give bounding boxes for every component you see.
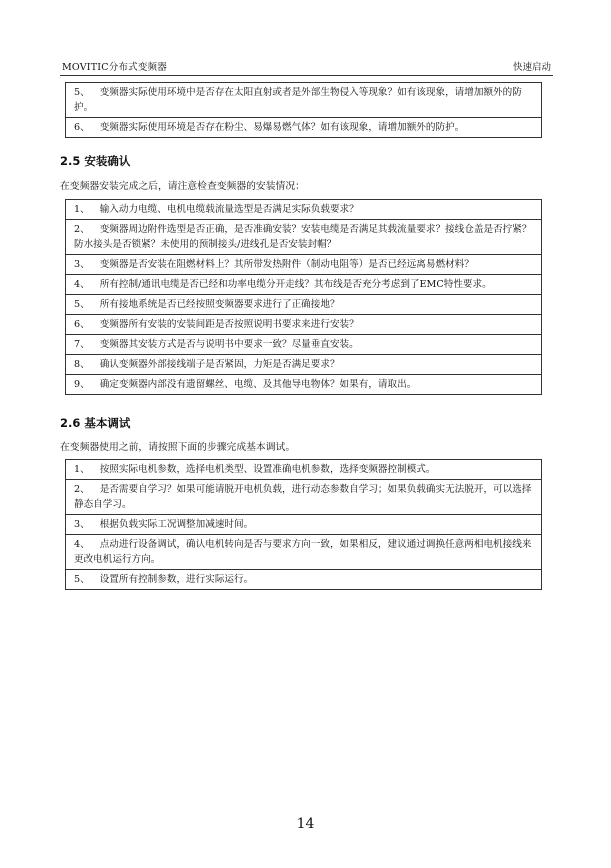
item-number: 9、 [74,379,90,390]
section-number: 2.6 [60,416,81,430]
table-row [66,118,542,138]
item-number: 3、 [74,259,90,270]
item-number: 5、 [74,87,90,98]
table-row [66,275,542,295]
table-cell [66,200,542,220]
item-text: 按照实际电机参数，选择电机类型、设置准确电机参数，选择变频器控制模式。 [99,464,436,475]
item-text: 是否需要自学习？如果可能请脱开电机负载，进行动态参数自学习；如果负载确实无法脱开，可以选择静态自学习。 [74,484,532,510]
section-intro-commissioning: 在变频器使用之前，请按照下面的步骤完成基本调试。 [60,442,296,453]
item-text: 输入动力电缆、电机电缆载流量选型是否满足实际负载要求？ [99,204,359,215]
item-number: 5、 [74,574,90,585]
item-text: 变频器其安装方式是否与说明书中要求一致？尽量垂直安装。 [99,339,359,350]
table-row [66,480,542,515]
table-cell [66,295,542,315]
installation-check-table [65,199,542,395]
item-text: 变频器实际使用环境中是否存在太阳直射或者是外部生物侵入等现象？如有该现象，请增加额外的防护。 [74,87,522,113]
header-chapter-title: 快速启动 [512,62,551,73]
page-header [60,58,553,76]
item-text: 所有控制/通讯电缆是否已经和功率电缆分开走线？其布线是否充分考虑到了EMC特性要求。 [99,279,492,290]
item-text: 确认变频器外部接线端子是否紧固，力矩是否满足要求？ [99,359,340,370]
commissioning-steps-table [65,459,542,590]
table-row [66,200,542,220]
section-number: 2.5 [60,154,81,168]
table-cell [66,118,542,138]
section-heading-commissioning [60,415,130,431]
item-text: 变频器实际使用环境是否存在粉尘、易爆易燃气体？如有该现象，请增加额外的防护。 [99,122,465,133]
table-row [66,355,542,375]
item-number: 4、 [74,279,90,290]
table-cell [66,275,542,295]
section-heading-installation [60,153,130,169]
table-row [66,295,542,315]
table-cell [66,335,542,355]
table-row [66,335,542,355]
item-number: 8、 [74,359,90,370]
table-cell [66,375,542,395]
item-number: 1、 [74,204,90,215]
table-row [66,515,542,535]
table-cell [66,515,542,535]
section-title: 安装确认 [84,154,131,168]
item-number: 6、 [74,122,90,133]
environment-check-table [65,82,542,138]
item-number: 2、 [74,224,90,235]
item-text: 确定变频器内部没有遗留螺丝、电缆、及其他导电物体？如果有，请取出。 [99,379,417,390]
table-cell [66,83,542,118]
table-cell [66,460,542,480]
table-row [66,570,542,590]
item-text: 变频器周边附件选型是否正确，是否准确安装？安装电缆是否满足其载流量要求？接线仓盖是否拧紧？防水接头是否锁紧？未使用的预制接头/进线孔是否安装封帽？ [74,224,532,250]
page-number: 14 [296,816,315,832]
table-row [66,83,542,118]
table-row [66,315,542,335]
table-row [66,460,542,480]
table-cell [66,480,542,515]
table-cell [66,220,542,255]
item-number: 3、 [74,519,90,530]
table-cell [66,255,542,275]
item-text: 根据负载实际工况调整加减速时间。 [99,519,254,530]
section-intro-installation: 在变频器安装完成之后，请注意检查变频器的安装情况： [60,181,305,192]
item-number: 1、 [74,464,90,475]
item-number: 7、 [74,339,90,350]
item-text: 点动进行设备调试，确认电机转向是否与要求方向一致，如果相反，建议通过调换任意两相电机接线来更改电机运行方向。 [74,539,532,565]
table-row [66,255,542,275]
header-product-title: MOVITIC分布式变频器 [62,62,167,73]
item-text: 变频器是否安装在阻燃材料上？其所带发热附件（制动电阻等）是否已经远离易燃材料？ [99,259,474,270]
item-number: 5、 [74,299,90,310]
section-title: 基本调试 [84,416,131,430]
item-number: 4、 [74,539,90,550]
item-text: 变频器所有安装的安装间距是否按照说明书要求来进行安装？ [99,319,359,330]
table-row [66,375,542,395]
table-cell [66,355,542,375]
item-text: 所有接地系统是否已经按照变频器要求进行了正确接地？ [99,299,340,310]
table-cell [66,570,542,590]
item-number: 2、 [74,484,90,495]
item-text: 设置所有控制参数，进行实际运行。 [99,574,254,585]
item-number: 6、 [74,319,90,330]
table-row [66,220,542,255]
table-cell [66,315,542,335]
table-row [66,535,542,570]
table-cell [66,535,542,570]
